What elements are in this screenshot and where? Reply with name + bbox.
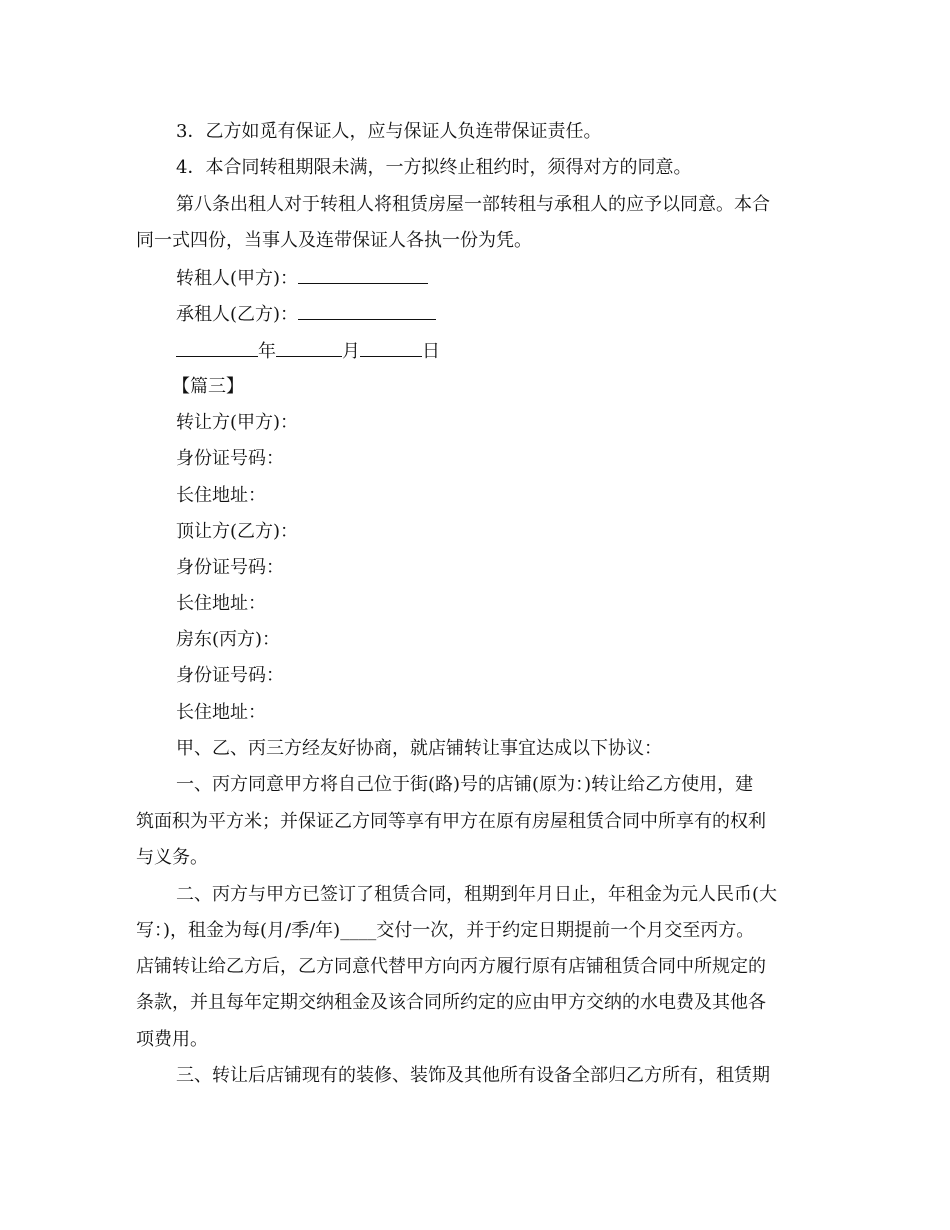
month-blank	[276, 339, 342, 357]
clause-line: 项费用。	[136, 1029, 208, 1050]
party-field: 转让方(甲方)：	[176, 412, 299, 433]
date-day-label: 日	[422, 341, 440, 362]
party-field: 身份证号码：	[176, 665, 284, 686]
lessee-label: 承租人(乙方)：	[176, 304, 299, 325]
signature-blank	[298, 266, 428, 284]
year-blank	[176, 339, 258, 357]
clause-line: 二、丙方与甲方已签订了租赁合同，租期到年月日止，年租金为元人民币(大	[176, 884, 778, 905]
clause-line: 店铺转让给乙方后，乙方同意代替甲方向丙方履行原有店铺租赁合同中所规定的	[136, 956, 766, 977]
clause-line: 与义务。	[136, 847, 208, 868]
agreement-intro: 甲、乙、丙三方经友好协商，就店铺转让事宜达成以下协议：	[176, 738, 662, 759]
party-field: 长住地址：	[176, 702, 266, 723]
sublessor-label: 转租人(甲方)：	[176, 268, 299, 289]
party-field: 顶让方(乙方)：	[176, 521, 299, 542]
paragraph-line: 第八条出租人对于转租人将租赁房屋一部转租与承租人的应予以同意。本合	[176, 194, 770, 215]
date-month-label: 月	[342, 341, 360, 362]
date-year-label: 年	[258, 341, 276, 362]
section-title: 【篇三】	[172, 376, 244, 397]
clause-line: 一、丙方同意甲方将自己位于街(路)号的店铺(原为：)转让给乙方使用，建	[176, 774, 754, 795]
party-field: 房东(丙方)：	[176, 629, 281, 650]
clause-line: 条款，并且每年定期交纳租金及该合同所约定的应由甲方交纳的水电费及其他各	[136, 992, 766, 1013]
party-field: 身份证号码：	[176, 557, 284, 578]
clause-line: 筑面积为平方米；并保证乙方同等享有甲方在原有房屋租赁合同中所享有的权利	[136, 811, 766, 832]
sublessor-signature	[176, 266, 428, 290]
signature-blank	[298, 302, 436, 320]
party-field: 长住地址：	[176, 485, 266, 506]
party-field: 长住地址：	[176, 593, 266, 614]
clause-line: 三、转让后店铺现有的装修、装饰及其他所有设备全部归乙方所有，租赁期	[176, 1065, 770, 1086]
clause-line: 写：)，租金为每(月/季/年)____交付一次，并于约定日期提前一个月交至丙方。	[136, 920, 755, 941]
paragraph-line: 3．乙方如觅有保证人，应与保证人负连带保证责任。	[176, 121, 602, 142]
day-blank	[360, 339, 422, 357]
party-field: 身份证号码：	[176, 448, 284, 469]
paragraph-line: 4．本合同转租期限未满，一方拟终止租约时，须得对方的同意。	[176, 157, 692, 178]
signature-date	[176, 339, 440, 363]
paragraph-line: 同一式四份，当事人及连带保证人各执一份为凭。	[136, 230, 532, 251]
lessee-signature	[176, 302, 436, 326]
